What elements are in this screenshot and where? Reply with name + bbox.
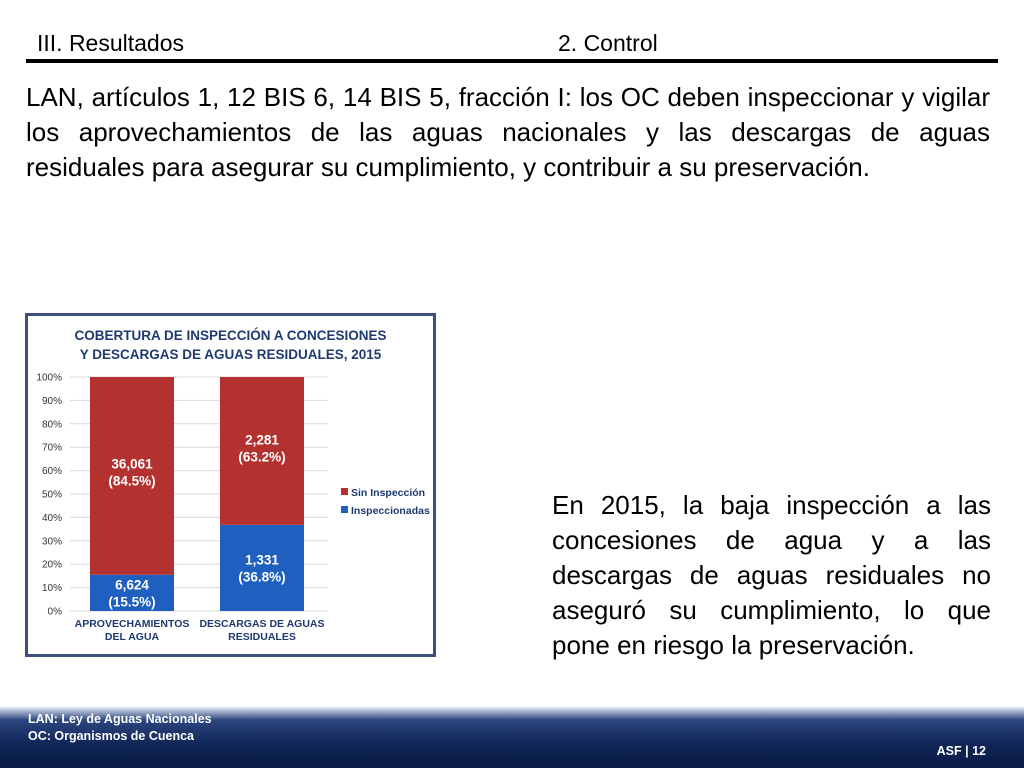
legend-label: Sin Inspección <box>351 487 426 499</box>
x-category-label: RESIDUALES <box>228 631 296 643</box>
y-tick-label: 70% <box>41 442 62 454</box>
bar-data-label: 1,331 <box>245 552 279 568</box>
y-tick-label: 20% <box>41 559 62 571</box>
header-divider <box>26 59 998 63</box>
bar-data-label: (84.5%) <box>108 473 156 489</box>
bar-data-label: (36.8%) <box>238 569 286 585</box>
bar-data-label: 6,624 <box>115 577 149 593</box>
y-tick-label: 100% <box>36 372 62 384</box>
chart-title: COBERTURA DE INSPECCIÓN A CONCESIONES <box>74 328 387 343</box>
legend-swatch <box>341 488 348 495</box>
chart-plot <box>28 316 433 654</box>
bar-inspeccionadas <box>220 525 304 611</box>
intro-paragraph: LAN, artículos 1, 12 BIS 6, 14 BIS 5, fracción I: los OC deben inspeccionar y vigilar los aprovechamientos de las aguas nacionales y las descargas de aguas residuales para asegurar su cumplimiento, y contribuir a su preservación. <box>26 82 990 182</box>
y-tick-label: 40% <box>41 512 62 524</box>
inspection-chart <box>25 313 436 657</box>
legend-label: Inspeccionadas <box>351 505 430 517</box>
chart-subtitle: Y DESCARGAS DE AGUAS RESIDUALES, 2015 <box>79 347 382 362</box>
legend-swatch <box>341 506 348 513</box>
y-tick-label: 90% <box>41 395 62 407</box>
bar-data-label: 2,281 <box>245 432 279 448</box>
y-tick-label: 10% <box>41 583 62 595</box>
y-tick-label: 60% <box>41 466 62 478</box>
y-tick-label: 50% <box>41 489 62 501</box>
conclusion-paragraph: En 2015, la baja inspección a las concesiones de agua y a las descargas de aguas residuales no aseguró su cumplimiento, lo que pone en riesgo la preservación. <box>552 490 991 660</box>
section-title: III. Resultados <box>37 30 185 56</box>
y-tick-label: 30% <box>41 536 62 548</box>
bar-data-label: (63.2%) <box>238 449 286 465</box>
subsection-title: 2. Control <box>558 30 658 56</box>
bar-data-label: (15.5%) <box>108 594 156 610</box>
page-number: ASF | 12 <box>936 744 986 758</box>
y-tick-label: 0% <box>47 606 62 618</box>
x-category-label: DEL AGUA <box>104 631 160 643</box>
x-category-label: APROVECHAMIENTOS <box>74 618 190 630</box>
footer-note-oc: OC: Organismos de Cuenca <box>28 729 195 743</box>
bar-data-label: 36,061 <box>111 456 153 472</box>
y-tick-label: 80% <box>41 419 62 431</box>
x-category-label: DESCARGAS DE AGUAS <box>199 618 325 630</box>
footer-note-lan: LAN: Ley de Aguas Nacionales <box>28 712 212 726</box>
